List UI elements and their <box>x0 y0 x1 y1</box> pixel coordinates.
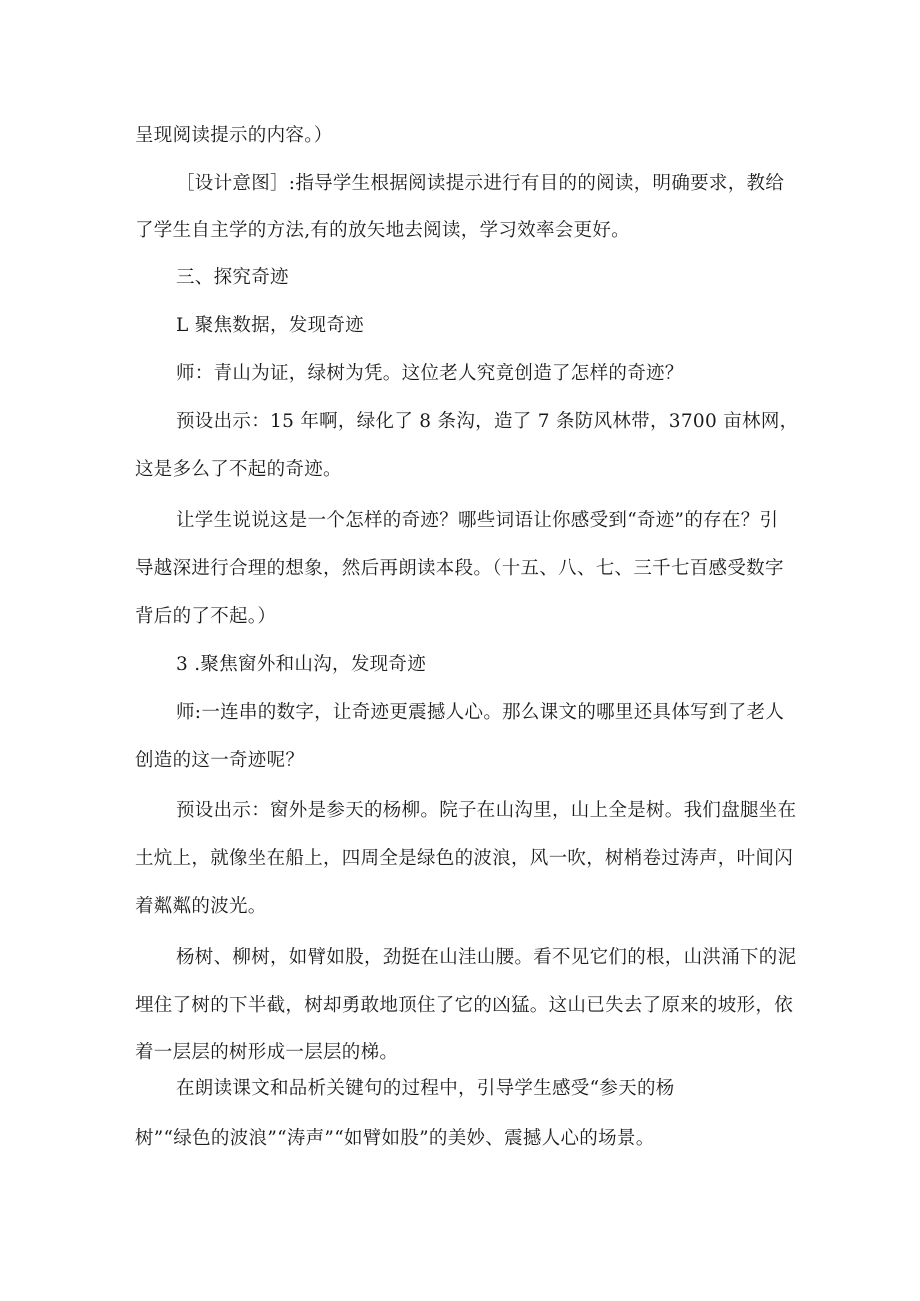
text-line: ［设计意图］:指导学生根据阅读提示进行有目的的阅读，明确要求，教给 <box>176 173 785 194</box>
text-line: 埋住了树的下半截，树却勇敢地顶住了它的凶猛。这山已失去了原来的坡形，依 <box>135 995 794 1016</box>
text-line: 预设出示：15 年啊，绿化了 8 条沟，造了 7 条防风林带，3700 亩林网， <box>176 411 799 432</box>
text-line: 预设出示：窗外是参天的杨柳。院子在山沟里，山上全是树。我们盘腿坐在 <box>176 800 797 821</box>
text-line: 土炕上，就像坐在船上，四周全是绿色的波浪，风一吹，树梢卷过涛声，叶间闪 <box>135 848 794 869</box>
text-line: 让学生说说这是一个怎样的奇迹？哪些词语让你感受到“奇迹”的存在？引 <box>176 510 779 531</box>
text-line: 背后的了不起。） <box>135 606 277 627</box>
text-line: 呈现阅读提示的内容。） <box>135 125 333 146</box>
text-line: 在朗读课文和品析关键句的过程中，引导学生感受“参天的杨 <box>176 1078 675 1099</box>
text-line: 了学生自主学的方法,有的放矢地去阅读，学习效率会更好。 <box>135 220 630 241</box>
text-line: 师：青山为证，绿树为凭。这位老人究竟创造了怎样的奇迹？ <box>176 363 684 384</box>
subsection-heading: L 聚焦数据，发现奇迹 <box>176 315 364 336</box>
text-line: 着粼粼的波光。 <box>135 896 267 917</box>
section-heading: 三、探究奇迹 <box>176 267 289 288</box>
text-line: 着一层层的树形成一层层的梯。 <box>135 1042 399 1063</box>
subsection-heading: 3 .聚焦窗外和山沟，发现奇迹 <box>176 654 427 675</box>
text-line: 创造的这一奇迹呢？ <box>135 750 305 771</box>
text-line: 树”“绿色的波浪”“涛声”“如臂如股”的美妙、震撼人心的场景。 <box>135 1128 655 1149</box>
text-line: 杨树、柳树，如臂如股，劲挺在山洼山腰。看不见它们的根，山洪涌下的泥 <box>176 947 797 968</box>
text-line: 这是多么了不起的奇迹。 <box>135 459 342 480</box>
text-line: 师:一连串的数字，让奇迹更震撼人心。那么课文的哪里还具体写到了老人 <box>176 702 785 723</box>
text-line: 导越深进行合理的想象，然后再朗读本段。（十五、八、七、三千七百感受数字 <box>135 558 784 579</box>
